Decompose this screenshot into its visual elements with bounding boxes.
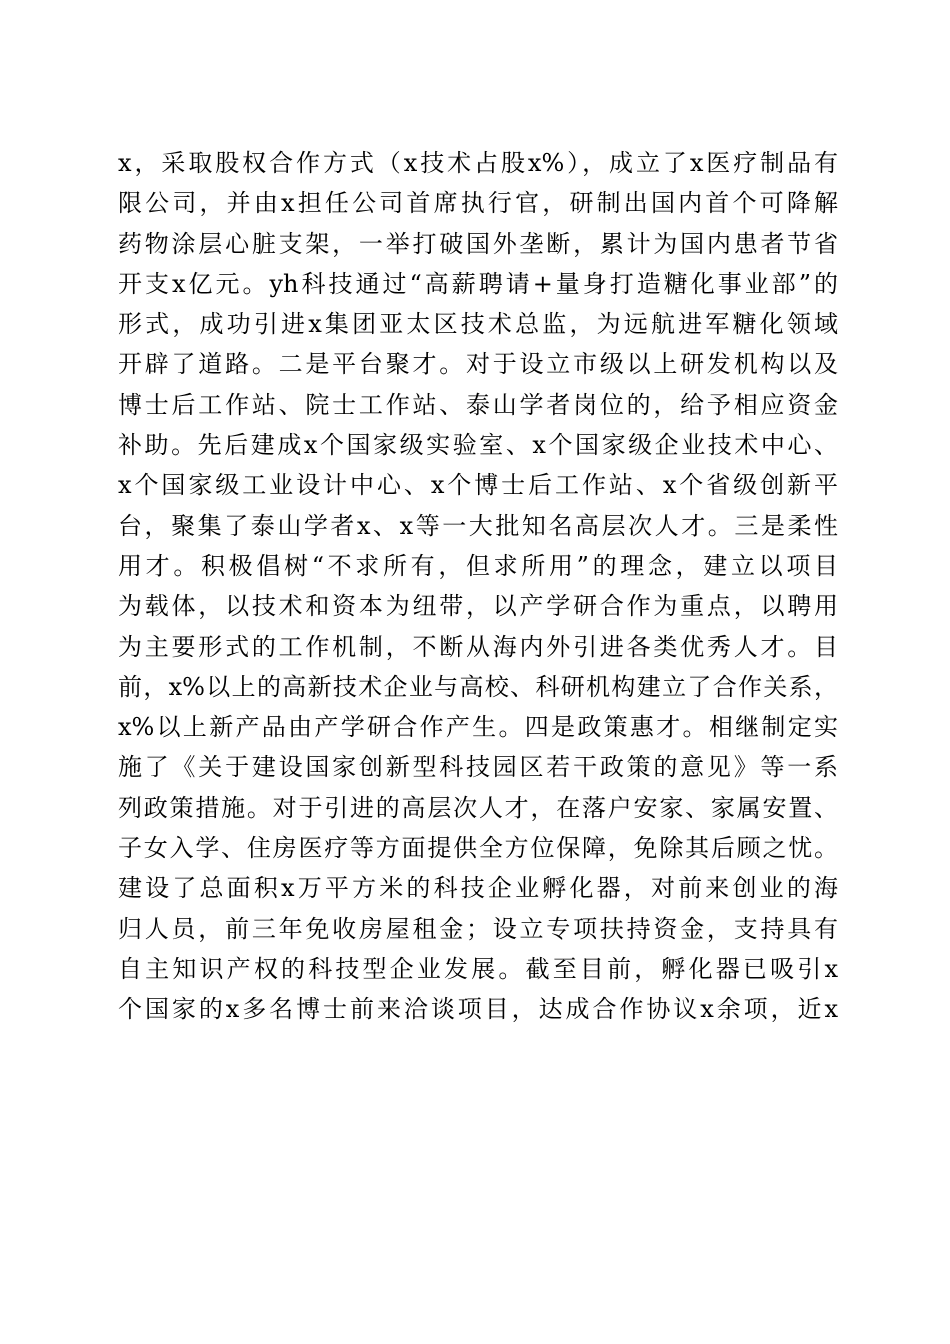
text-line: 自主知识产权的科技型企业发展。截至目前，孵化器已吸引x (118, 954, 838, 983)
text-line: x，采取股权合作方式（x技术占股x%），成立了x医疗制品有 (118, 149, 838, 177)
text-line: 形式，成功引进x集团亚太区技术总监，为远航进军糖化领域 (118, 310, 838, 339)
text-line: 归人员，前三年免收房屋租金；设立专项扶持资金，支持具有 (118, 914, 838, 943)
text-line: 列政策措施。对于引进的高层次人才，在落户安家、家属安置、 (118, 793, 838, 822)
text-line: 限公司，并由x担任公司首席执行官，研制出国内首个可降解 (118, 189, 838, 218)
text-line: 台，聚集了泰山学者x、x等一大批知名高层次人才。三是柔性 (118, 511, 838, 540)
text-line: 建设了总面积x万平方米的科技企业孵化器，对前来创业的海 (118, 874, 838, 903)
text-line: 前，x%以上的高新技术企业与高校、科研机构建立了合作关系， (118, 672, 838, 701)
body-paragraph (118, 143, 838, 1030)
text-line: 药物涂层心脏支架，一举打破国外垄断，累计为国内患者节省 (118, 229, 838, 258)
text-line: 个国家的x多名博士前来洽谈项目，达成合作协议x余项，近x (118, 995, 838, 1024)
text-line: 为载体，以技术和资本为纽带，以产学研合作为重点，以聘用 (118, 592, 838, 621)
text-line: 施了《关于建设国家创新型科技园区若干政策的意见》等一系 (118, 753, 838, 782)
text-line: x个国家级工业设计中心、x个博士后工作站、x个省级创新平 (118, 471, 838, 500)
text-line: 用才。积极倡树“不求所有，但求所用”的理念，建立以项目 (118, 551, 838, 580)
text-line: 子女入学、住房医疗等方面提供全方位保障，免除其后顾之忧。 (118, 834, 838, 863)
text-line: 开辟了道路。二是平台聚才。对于设立市级以上研发机构以及 (118, 350, 838, 379)
text-line: 补助。先后建成x个国家级实验室、x个国家级企业技术中心、 (118, 431, 838, 460)
text-line: 博士后工作站、院士工作站、泰山学者岗位的，给予相应资金 (118, 390, 838, 419)
text-line: 为主要形式的工作机制，不断从海内外引进各类优秀人才。目 (118, 632, 838, 661)
text-line: x%以上新产品由产学研合作产生。四是政策惠才。相继制定实 (118, 713, 838, 742)
text-line: 开支x亿元。yh科技通过“高薪聘请+量身打造糖化事业部”的 (118, 269, 838, 298)
